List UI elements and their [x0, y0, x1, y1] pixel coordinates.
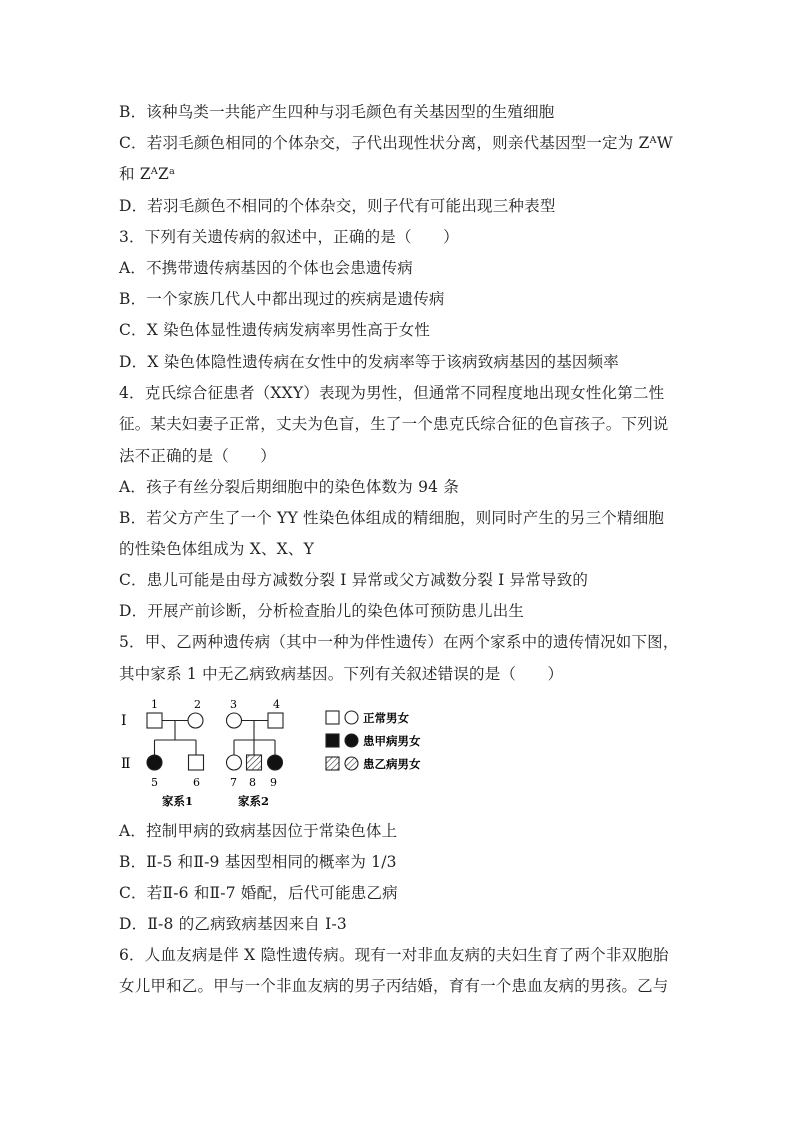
legend-disease-b-male-icon: [326, 757, 339, 770]
individual-9-female-disease-a: [268, 755, 283, 770]
question-6-stem-line2: 女儿甲和乙。甲与一个非血友病的男子丙结婚，育有一个患血友病的男孩。乙与: [119, 977, 669, 995]
legend-disease-b-female-icon: [345, 757, 358, 770]
generation-label-i: I: [121, 713, 127, 729]
option-2c-line1: C．若羽毛颜色相同的个体杂交，子代出现性状分离，则亲代基因型一定为 ZᴬW: [119, 134, 673, 152]
individual-number: 4: [273, 698, 280, 711]
option-3d: D．X 染色体隐性遗传病在女性中的发病率等于该病致病基因的基因频率: [119, 353, 619, 371]
option-2c-line2: 和 ZᴬZᵃ: [119, 165, 176, 183]
pedigree-diagram: [118, 694, 448, 812]
legend-disease-a-female-icon: [345, 734, 358, 747]
individual-2-female-normal: [188, 713, 203, 728]
question-4-stem-line3: 法不正确的是（ ）: [119, 447, 277, 465]
question-5-stem-line2: 其中家系 1 中无乙病致病基因。下列有关叙述错误的是（ ）: [119, 665, 564, 683]
family-2-label: 家系2: [238, 794, 270, 808]
individual-number: 2: [194, 698, 201, 711]
question-4-stem-line1: 4．克氏综合征患者（XXY）表现为男性，但通常不同程度地出现女性化第二性: [119, 384, 665, 402]
individual-number: 7: [230, 776, 237, 789]
option-3b: B．一个家族几代人中都出现过的疾病是遗传病: [119, 290, 445, 308]
individual-3-female-normal: [227, 713, 242, 728]
individual-number: 1: [151, 698, 158, 711]
option-4d: D．开展产前诊断，分析检查胎儿的染色体可预防患儿出生: [119, 602, 525, 620]
option-3a: A．不携带遗传病基因的个体也会患遗传病: [119, 259, 413, 277]
option-5b: B．Ⅱ-5 和Ⅱ-9 基因型相同的概率为 1/3: [119, 853, 397, 871]
legend-disease-a-male-icon: [326, 734, 339, 747]
family-1-label: 家系1: [162, 794, 194, 808]
option-2b: B．该种鸟类一共能产生四种与羽毛颜色有关基因型的生殖细胞: [119, 103, 555, 121]
legend-normal-female-icon: [345, 711, 358, 724]
individual-1-male-normal: [147, 713, 162, 728]
option-4b-line1: B．若父方产生了一个 YY 性染色体组成的精细胞，则同时产生的另三个精细胞: [119, 509, 665, 527]
individual-7-female-normal: [227, 755, 242, 770]
question-6-stem-line1: 6．人血友病是伴 X 隐性遗传病。现有一对非血友病的夫妇生育了两个非双胞胎: [119, 946, 669, 964]
question-4-stem-line2: 征。某夫妇妻子正常，丈夫为色盲，生了一个患克氏综合征的色盲孩子。下列说: [119, 415, 669, 433]
legend-disease-a-label: 患甲病男女: [363, 734, 421, 748]
legend-normal-male-icon: [326, 711, 339, 724]
question-3-stem: 3．下列有关遗传病的叙述中，正确的是（ ）: [119, 228, 459, 246]
option-4b-line2: 的性染色体组成为 X、X、Y: [119, 540, 315, 558]
option-5a: A．控制甲病的致病基因位于常染色体上: [119, 822, 398, 840]
legend-disease-b-label: 患乙病男女: [363, 757, 421, 771]
option-5c: C．若Ⅱ-6 和Ⅱ-7 婚配，后代可能患乙病: [119, 884, 398, 902]
option-5d: D．Ⅱ-8 的乙病致病基因来自 I-3: [119, 915, 347, 933]
individual-number: 8: [249, 776, 256, 789]
individual-4-male-normal: [268, 713, 283, 728]
question-5-stem-line1: 5．甲、乙两种遗传病（其中一种为伴性遗传）在两个家系中的遗传情况如下图，: [119, 633, 679, 651]
individual-number: 3: [230, 698, 237, 711]
option-4c: C．患儿可能是由母方减数分裂 I 异常或父方减数分裂 I 异常导致的: [119, 571, 589, 589]
individual-number: 9: [270, 776, 277, 789]
individual-6-male-normal: [189, 755, 204, 770]
generation-label-ii: Ⅱ: [121, 756, 131, 772]
individual-number: 5: [151, 776, 158, 789]
individual-number: 6: [193, 776, 200, 789]
individual-5-female-disease-a: [147, 755, 162, 770]
option-3c: C．X 染色体显性遗传病发病率男性高于女性: [119, 321, 431, 339]
legend-normal-label: 正常男女: [363, 711, 409, 725]
individual-8-male-disease-b: [247, 755, 262, 770]
option-2d: D．若羽毛颜色不相同的个体杂交，则子代有可能出现三种表型: [119, 197, 556, 215]
option-4a: A．孩子有丝分裂后期细胞中的染色体数为 94 条: [119, 478, 460, 496]
